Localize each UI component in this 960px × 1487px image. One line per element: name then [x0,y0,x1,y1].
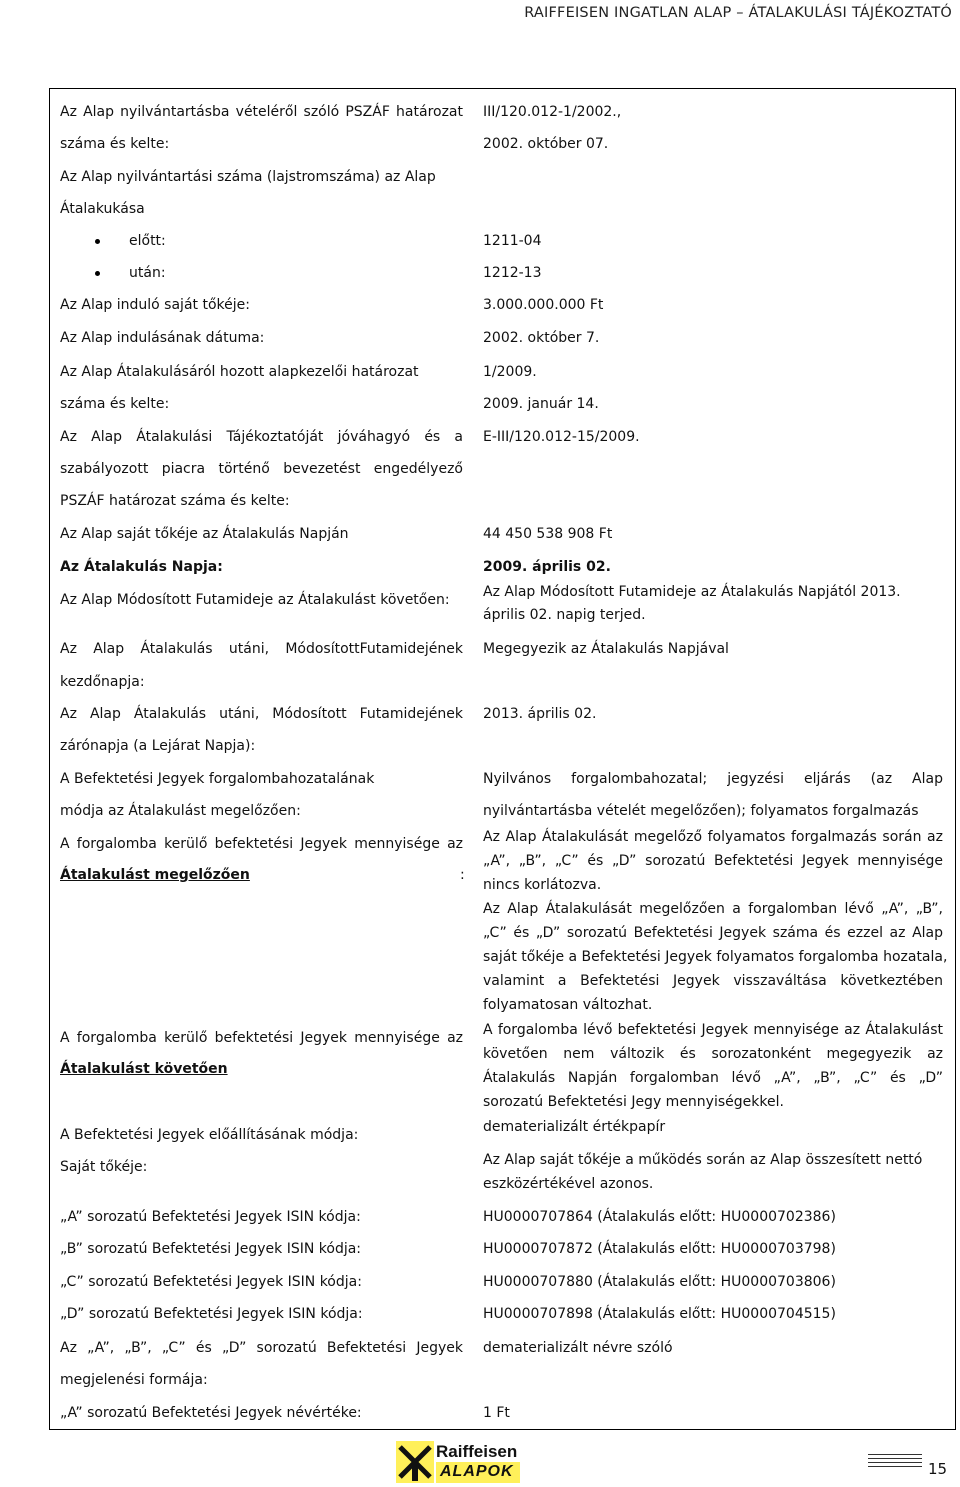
value-quantity-before-6: saját tőkéje a Befektetési Jegyek folyamatos forgalomba hozatala, [483,949,948,965]
label-term-end-2: zárónapja (a Lejárat Napja): [60,738,256,754]
value-registry-before: 1211-04 [483,233,542,249]
colon-text: : [460,867,465,883]
label-quantity-after: A forgalomba kerülő befektetési Jegyek mennyisége az [60,1030,463,1046]
label-equity-on-transformation-day: Az Alap saját tőkéje az Átalakulás Napján [60,526,349,542]
label-term-end: Az Alap Átalakulás utáni, Módosított Futamidejének [60,706,463,722]
value-quantity-before-3: nincs korlátozva. [483,877,602,893]
label-term-start-2: kezdőnapja: [60,674,145,690]
value-modified-term: Az Alap Módosított Futamideje az Átalakulás Napjától 2013. [483,584,901,600]
value-nominal-value: 1 Ft [483,1405,510,1421]
value-transformation-day: 2009. április 02. [483,559,611,575]
label-manager-resolution-2: száma és kelte: [60,396,170,412]
label-nominal-value: „A” sorozatú Befektetési Jegyek névértéke: [60,1405,362,1421]
value-quantity-before-1: Az Alap Átalakulását megelőző folyamatos forgalmazás során az [483,829,943,845]
label-registry-number: Az Alap nyilvántartási száma (lajstromszáma) az Alap [60,169,436,185]
label-before: előtt: [129,233,166,249]
label-manager-resolution: Az Alap Átalakulásáról hozott alapkezelői határozat [60,364,419,380]
value-initial-capital: 3.000.000.000 Ft [483,297,604,313]
value-quantity-before-8: folyamatosan változhat. [483,997,653,1013]
label-isin-c: „C” sorozatú Befektetési Jegyek ISIN kódja: [60,1274,362,1290]
label-distribution-method: A Befektetési Jegyek forgalombahozatalának [60,771,375,787]
value-approval-resolution: E-III/120.012-15/2009. [483,429,640,445]
label-registration-resolution-2: száma és kelte: [60,136,170,152]
value-registry-after: 1212-13 [483,265,542,281]
info-table [49,88,956,1430]
value-term-start: Megegyezik az Átalakulás Napjával [483,641,729,657]
value-own-equity-2: eszközértékével azonos. [483,1176,654,1192]
label-distribution-method-2: módja az Átalakulást megelőzően: [60,803,301,819]
label-isin-b: „B” sorozatú Befektetési Jegyek ISIN kódja: [60,1241,362,1257]
value-modified-term-2: április 02. napig terjed. [483,607,646,623]
value-equity-on-transformation-day: 44 450 538 908 Ft [483,526,613,542]
value-manager-resolution-date: 2009. január 14. [483,396,599,412]
value-quantity-before-7: valamint a Befektetési Jegyek visszaváltása következtében [483,973,943,989]
label-registration-resolution: Az Alap nyilvántartásba vételéről szóló PSZÁF határozat [60,104,463,120]
label-start-date: Az Alap indulásának dátuma: [60,330,265,346]
label-approval-resolution: Az Alap Átalakulási Tájékoztatóját jóváhagyó és a [60,429,463,445]
logo-wordmark: Raiffeisen [436,1442,518,1461]
label-quantity-before: A forgalomba kerülő befektetési Jegyek mennyisége az [60,836,463,852]
label-own-equity: Saját tőkéje: [60,1159,148,1175]
label-isin-a: „A” sorozatú Befektetési Jegyek ISIN kódja: [60,1209,361,1225]
label-quantity-before-2: Átalakulást megelőzően [60,867,250,883]
page-rule [868,1466,922,1467]
value-isin-d: HU0000707898 (Átalakulás előtt: HU0000704515) [483,1306,836,1322]
page-number: 15 [928,1460,948,1478]
label-transformation-day: Az Átalakulás Napja: [60,559,223,575]
value-quantity-after-1: A forgalomba lévő befektetési Jegyek mennyisége az Átalakulást [483,1022,943,1038]
label-modified-term: Az Alap Módosított Futamideje az Átalakulást követően: [60,592,450,608]
value-isin-a: HU0000707864 (Átalakulás előtt: HU0000702386) [483,1209,836,1225]
value-term-end: 2013. április 02. [483,706,597,722]
page-rule [868,1458,922,1459]
value-registration-resolution: III/120.012-1/2002., [483,104,622,120]
value-manager-resolution: 1/2009. [483,364,537,380]
value-quantity-after-2: követően nem változik és sorozatonként megegyezik az [483,1046,943,1062]
logo-subtitle: ALAPOK [440,1463,514,1480]
label-quantity-after-2: Átalakulást követően [60,1061,228,1077]
value-quantity-after-4: sorozatú Befektetési Jegy mennyiségekkel. [483,1094,784,1110]
label-approval-resolution-2: szabályozott piacra történő bevezetést engedélyező [60,461,463,477]
value-isin-c: HU0000707880 (Átalakulás előtt: HU0000703806) [483,1274,836,1290]
value-quantity-before-2: „A”, „B”, „C” és „D” sorozatú Befektetési Jegyek mennyisége [483,853,943,869]
value-own-equity: Az Alap saját tőkéje a működés során az Alap összesített nettó [483,1152,923,1168]
value-production-method: dematerializált értékpapír [483,1119,666,1135]
page-rule [868,1462,922,1463]
label-term-start: Az Alap Átalakulás utáni, MódosítottFutamidejének [60,641,463,657]
value-form: dematerializált névre szóló [483,1340,673,1356]
page-rule [868,1454,922,1455]
label-initial-capital: Az Alap induló saját tőkéje: [60,297,250,313]
label-isin-d: „D” sorozatú Befektetési Jegyek ISIN kódja: [60,1306,363,1322]
label-form: Az „A”, „B”, „C” és „D” sorozatú Befektetési Jegyek [60,1340,463,1356]
label-registry-number-2: Átalakukása [60,201,145,217]
value-registration-date: 2002. október 07. [483,136,609,152]
label-production-method: A Befektetési Jegyek előállításának módja: [60,1127,359,1143]
value-quantity-after-3: Átalakulás Napján forgalomban lévő „A”, „B”, „C” és „D” [483,1070,943,1086]
bullet-icon [95,239,100,244]
bullet-icon [95,271,100,276]
label-after: után: [129,265,166,281]
label-form-2: megjelenési formája: [60,1372,208,1388]
value-quantity-before-4: Az Alap Átalakulását megelőzően a forgalomban lévő „A”, „B”, [483,901,943,917]
value-quantity-before-5: „C” és „D” sorozatú Befektetési Jegyek száma és ezzel az Alap [483,925,943,941]
document-header-title: RAIFFEISEN INGATLAN ALAP – ÁTALAKULÁSI TÁJÉKOZTATÓ [524,5,952,21]
gable-cross-icon [396,1441,434,1483]
label-approval-resolution-3: PSZÁF határozat száma és kelte: [60,493,290,509]
value-distribution-method: Nyilvános forgalombahozatal; jegyzési eljárás (az Alap [483,771,943,787]
value-distribution-method-2: nyilvántartásba vételét megelőzően); folyamatos forgalmazás [483,803,919,819]
value-isin-b: HU0000707872 (Átalakulás előtt: HU0000703798) [483,1241,836,1257]
raiffeisen-logo [396,1441,520,1483]
value-start-date: 2002. október 7. [483,330,600,346]
